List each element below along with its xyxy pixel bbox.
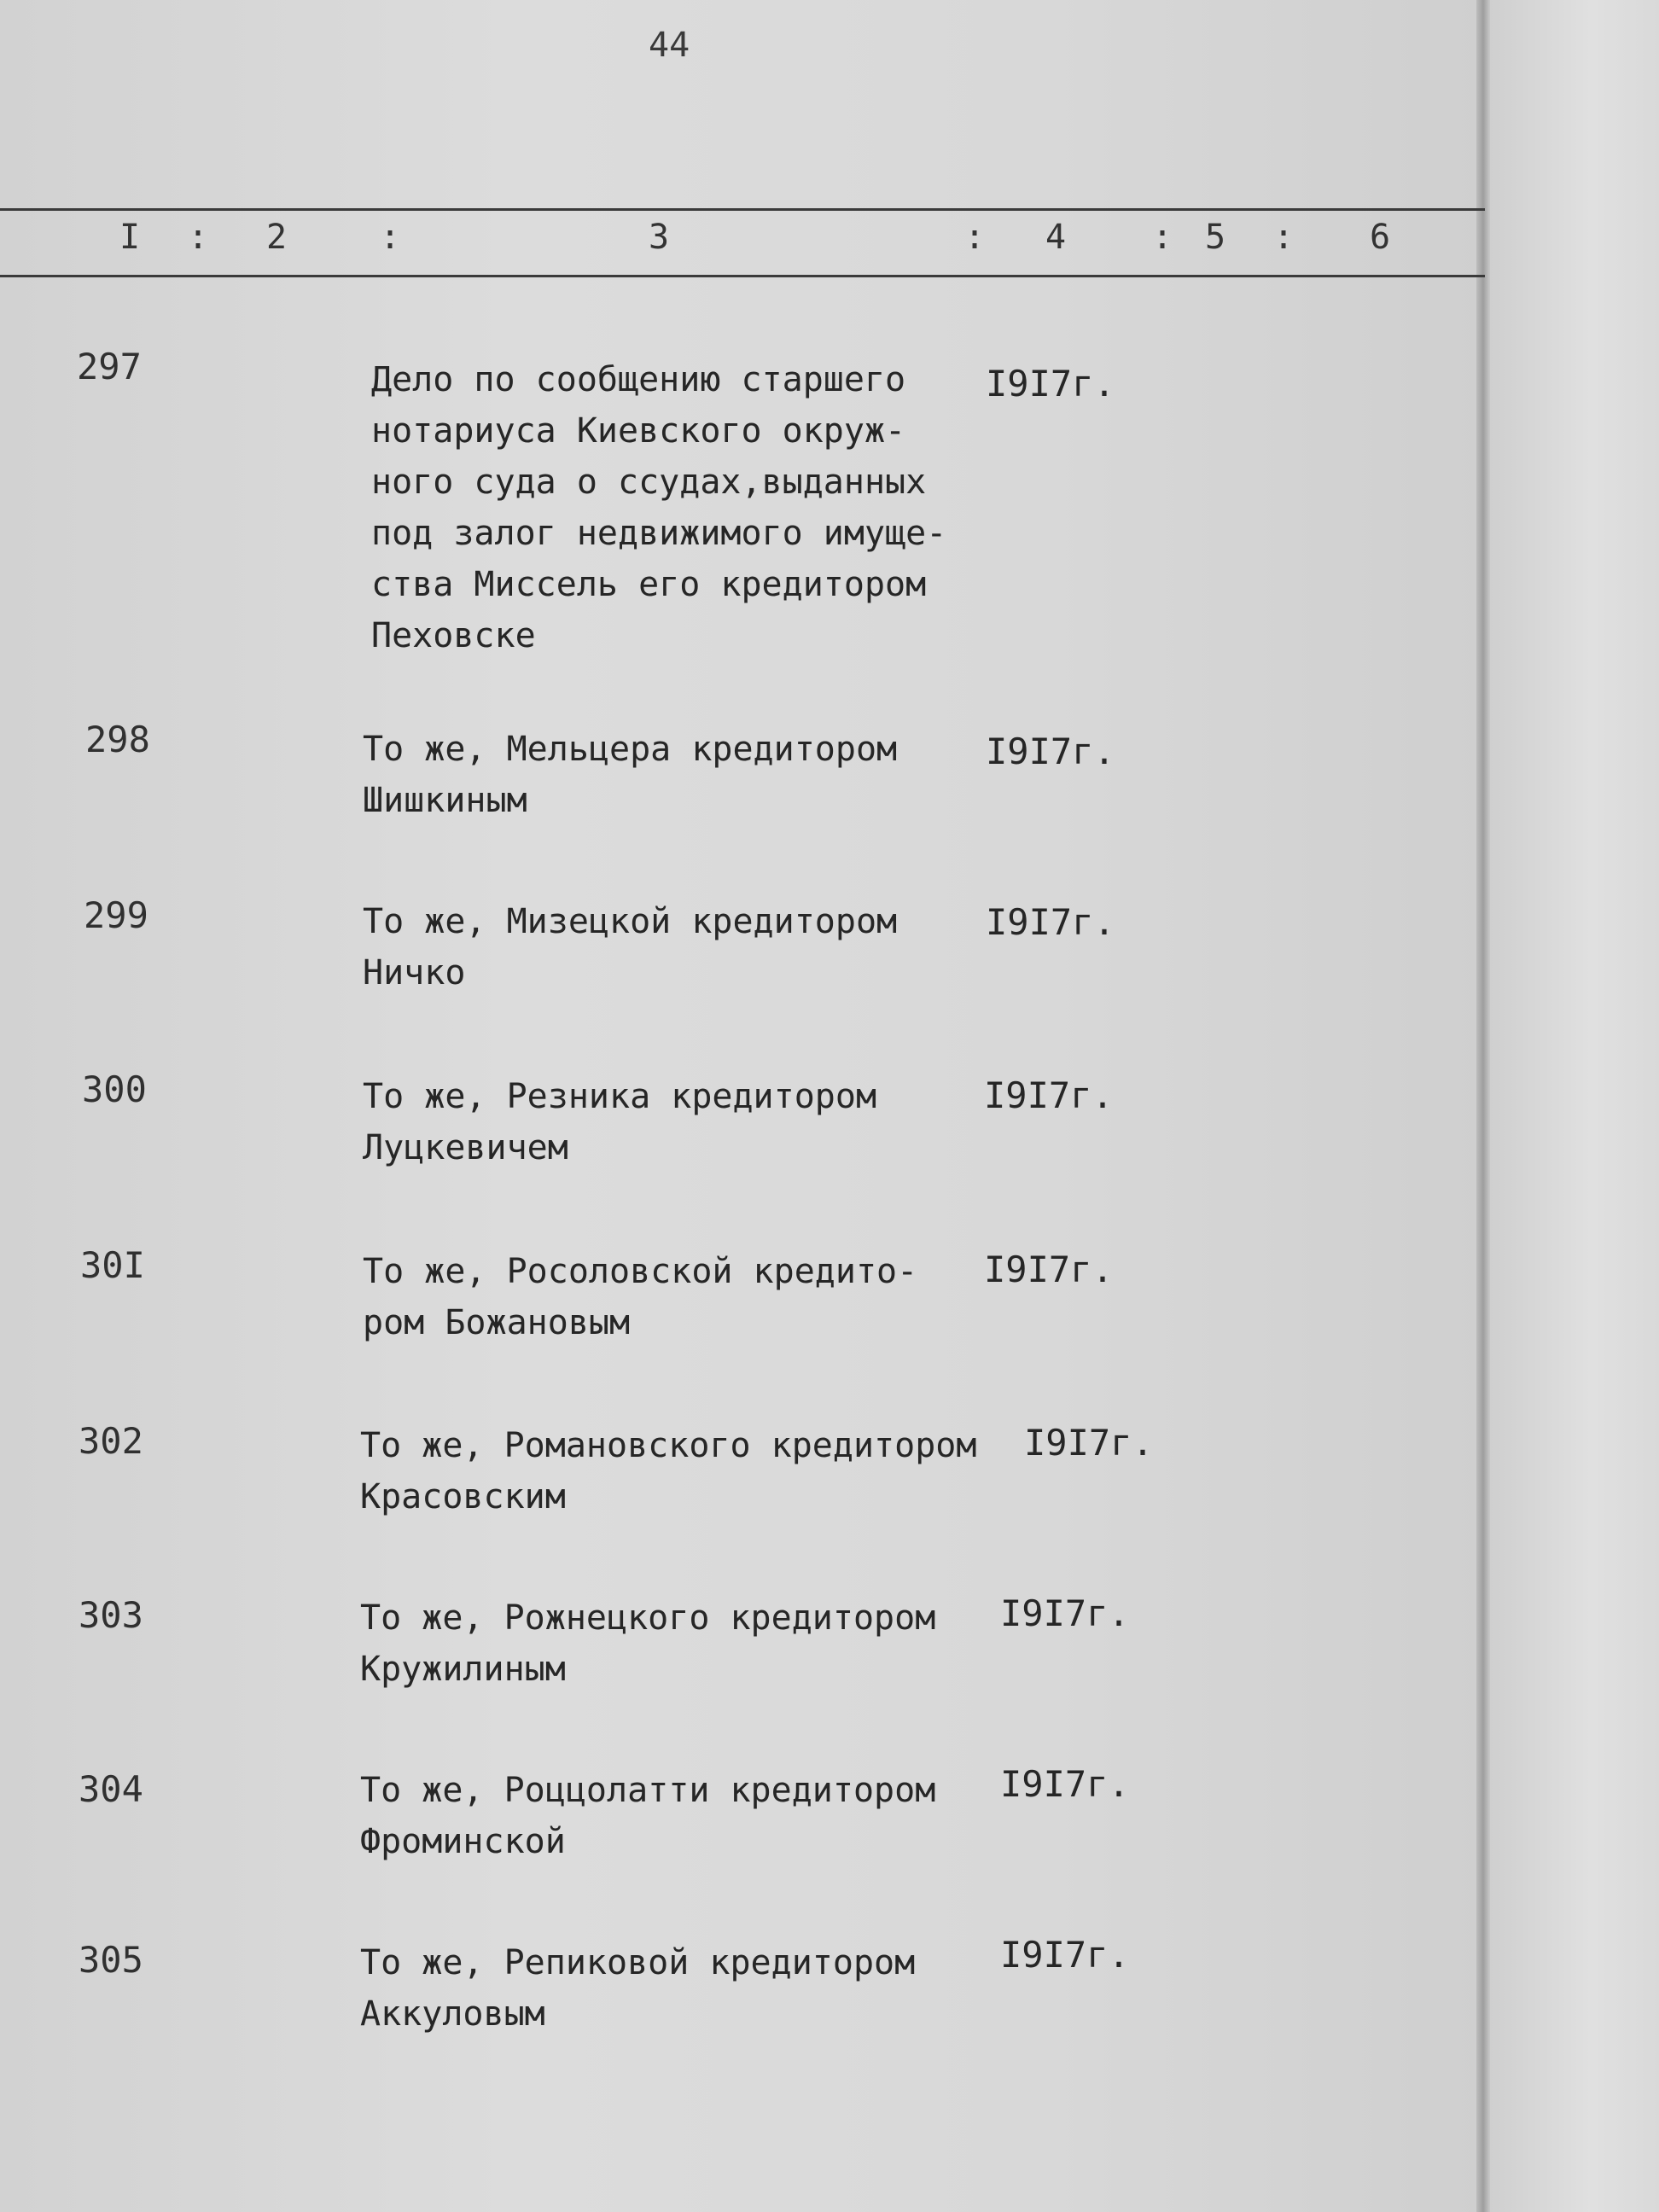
adjacent-page-edge (1490, 0, 1659, 2212)
entry-number: 300 (82, 1068, 147, 1110)
entry-number: 303 (79, 1594, 143, 1636)
entry-number: 305 (79, 1939, 143, 1981)
entry-year: I9I7г. (986, 901, 1115, 943)
column-header-4: 4 (1045, 218, 1067, 257)
column-separator: : (1152, 218, 1173, 257)
entry-description: То же, Росоловской кредито- ром Божановым (363, 1252, 918, 1342)
entry-description: То же, Репиковой кредитором Аккуловым (360, 1943, 916, 2034)
column-separator: : (1273, 218, 1295, 257)
entry-description: То же, Резника кредитором Луцкевичем (363, 1077, 877, 1167)
entry-number: 299 (84, 894, 148, 936)
entry-year: I9I7г. (986, 731, 1115, 772)
entry-year: I9I7г. (986, 363, 1115, 405)
column-header-6: 6 (1370, 218, 1391, 257)
column-header-1: I (119, 218, 141, 257)
entry-year: I9I7г. (1000, 1763, 1130, 1805)
entry-year: I9I7г. (984, 1074, 1114, 1116)
entry-number: 304 (79, 1768, 143, 1810)
column-header-3: 3 (649, 218, 670, 257)
binding-spine (1476, 0, 1490, 2212)
entry-description: То же, Мельцера кредитором Шишкиным (363, 730, 898, 820)
entry-description: То же, Романовского кредитором Красовским (360, 1426, 977, 1516)
entry-description: То же, Рожнецкого кредитором Кружилиным (360, 1598, 936, 1689)
entry-year: I9I7г. (1000, 1934, 1130, 1976)
entry-number: 297 (77, 346, 142, 387)
entry-year: I9I7г. (1024, 1422, 1154, 1464)
entry-description: То же, Мизецкой кредитором Ничко (363, 902, 898, 992)
column-header-5: 5 (1205, 218, 1226, 257)
column-separator: : (188, 218, 209, 257)
entry-number: 30I (80, 1244, 145, 1286)
column-separator: : (380, 218, 401, 257)
entry-description: То же, Роццолатти кредитором Фроминской (360, 1771, 936, 1861)
table-header-bottom-rule (0, 275, 1485, 277)
column-header-2: 2 (266, 218, 288, 257)
entry-description: Дело по сообщению старшего нотариуса Киевского окруж- ного суда о ссудах,выданных под залог недвижимого имуще- ства Миссель его кредитором Пеховске (371, 360, 947, 655)
entry-number: 302 (79, 1420, 143, 1462)
table-header-top-rule (0, 208, 1485, 211)
entry-year: I9I7г. (1000, 1592, 1130, 1634)
page-number: 44 (649, 26, 690, 65)
entry-number: 298 (85, 719, 150, 760)
entry-year: I9I7г. (984, 1249, 1114, 1290)
column-separator: : (964, 218, 986, 257)
